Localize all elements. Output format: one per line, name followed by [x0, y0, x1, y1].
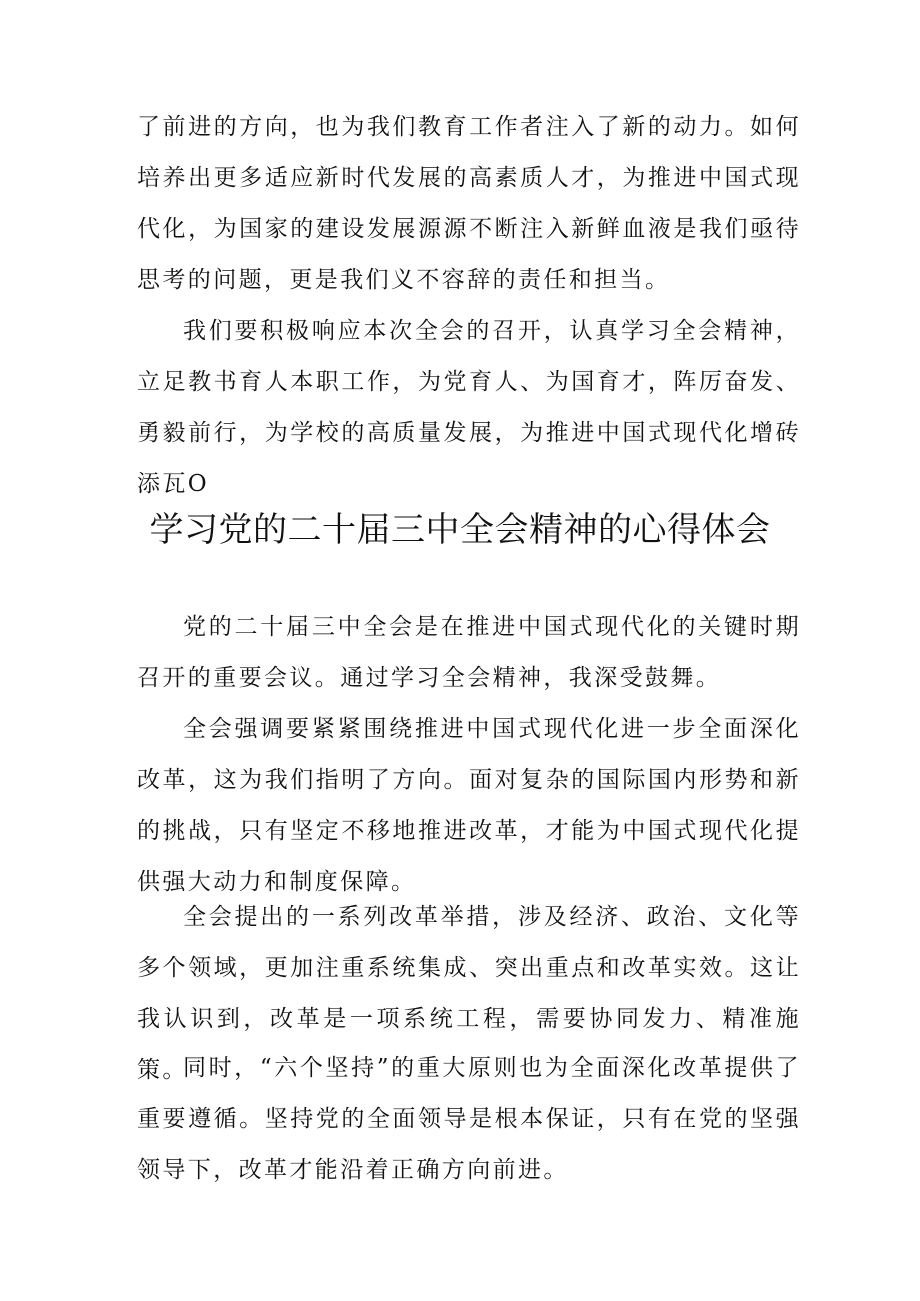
article-paragraph: 党的二十届三中全会是在推进中国式现代化的关键时期召开的重要会议。通过学习全会精神，我深受鼓舞。 [137, 614, 801, 691]
continuation-paragraph: 了前进的方向，也为我们教育工作者注入了新的动力。如何培养出更多适应新时代发展的高素质人才，为推进中国式现代化，为国家的建设发展源源不断注入新鲜血液是我们亟待思考的问题，更是我们义不容辞的责任和担当。 [137, 114, 801, 293]
continuation-paragraph: 我们要积极响应本次全会的召开，认真学习全会精神，立足教书育人本职工作，为党育人、为国育才，阵厉奋发、勇毅前行，为学校的高质量发展，为推进中国式现代化增砖添瓦O [137, 318, 801, 497]
article-paragraph: 全会强调要紧紧围绕推进中国式现代化进一步全面深化改革，这为我们指明了方向。面对复杂的国际国内形势和新的挑战，只有坚定不移地推进改革，才能为中国式现代化提供强大动力和制度保障。 [137, 716, 801, 895]
article-paragraph: 全会提出的一系列改革举措，涉及经济、政治、文化等多个领域，更加注重系统集成、突出重点和改革实效。这让我认识到，改革是一项系统工程，需要协同发力、精准施策。 [137, 904, 801, 1083]
article-paragraph: 同时，“六个坚持”的重大原则也为全面深化改革提供了重要遵循。坚持党的全面领导是根本保证，只有在党的坚强领导下，改革才能沿着正确方向前进。 [137, 1055, 801, 1183]
article-title: 学习党的二十届三中全会精神的心得体会 [149, 510, 771, 550]
